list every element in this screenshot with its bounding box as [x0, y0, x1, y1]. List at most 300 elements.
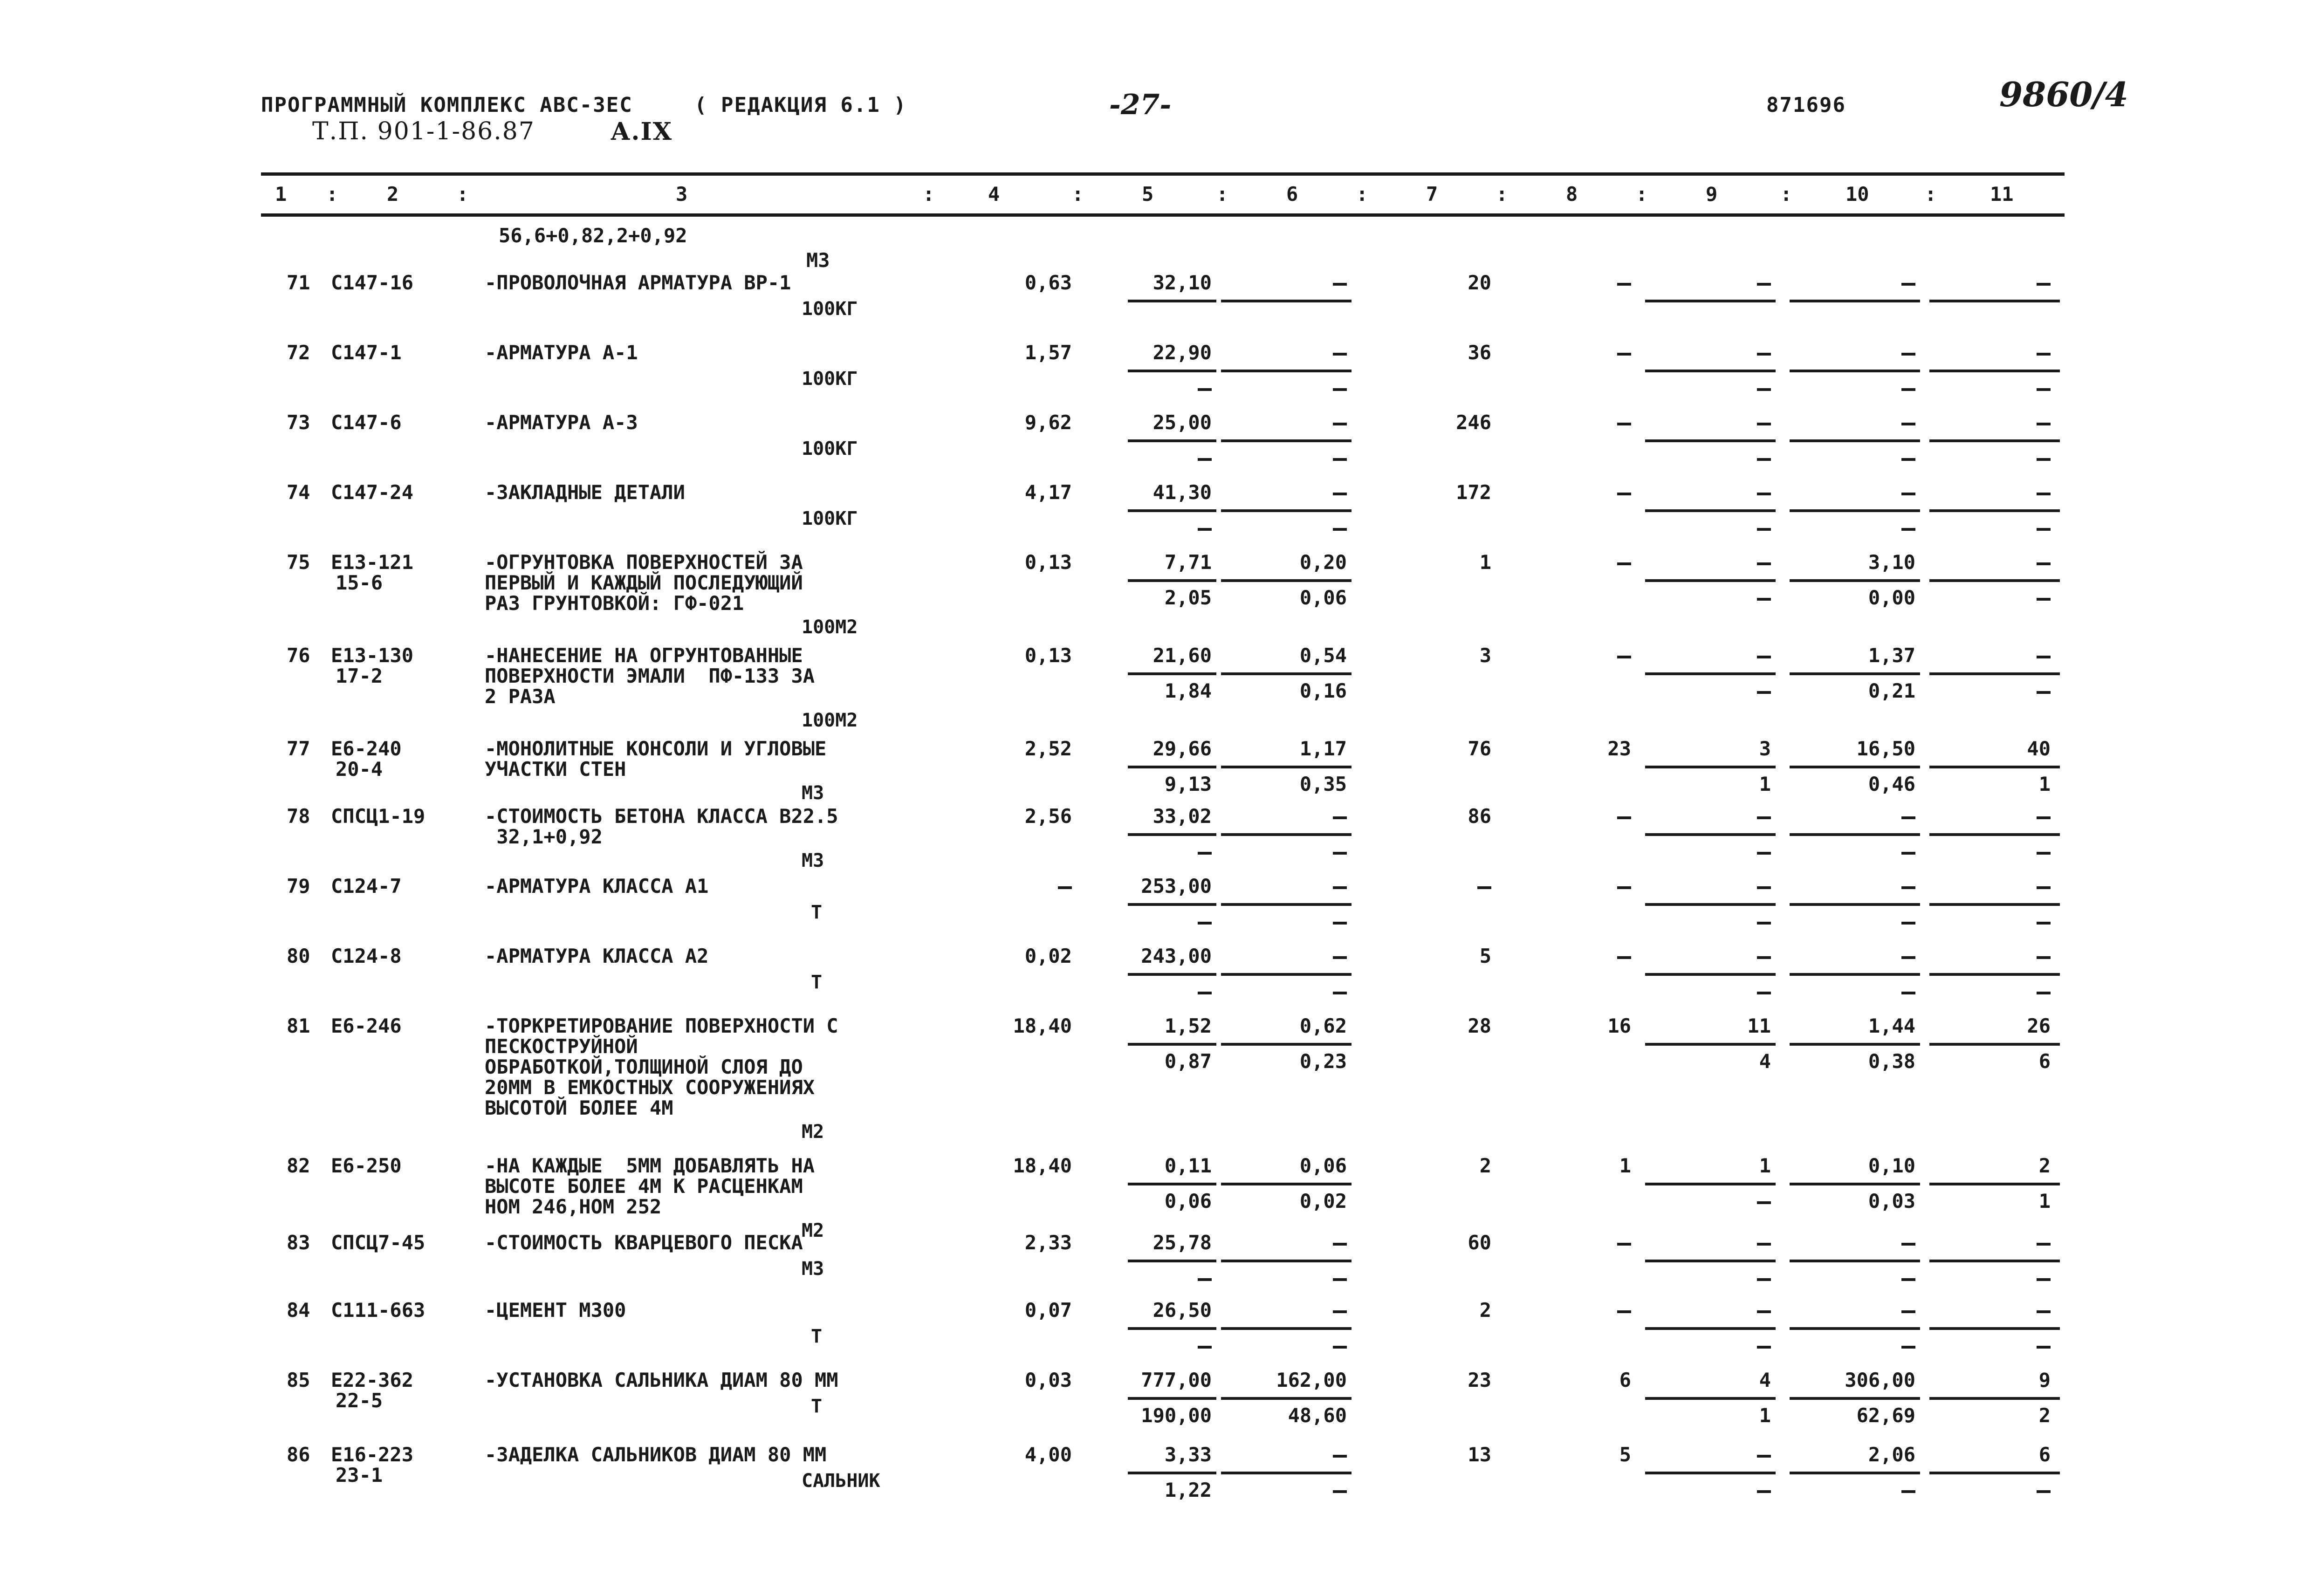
c6-value — [1226, 1233, 1347, 1253]
c6-value: 0,06 — [1299, 1154, 1347, 1177]
dash-mark — [1757, 816, 1771, 819]
value-underline — [1221, 672, 1352, 675]
dash-mark — [2037, 353, 2051, 356]
unit-of-measure: Т — [811, 1326, 823, 1347]
value-underline — [1221, 1327, 1352, 1330]
unit-of-measure: Т — [811, 972, 823, 993]
dash-mark — [1757, 528, 1771, 531]
c10-sub-value: 0,21 — [1868, 679, 1915, 702]
dash-mark — [1901, 283, 1915, 286]
dash-mark — [1901, 816, 1915, 819]
value-underline — [1221, 766, 1352, 768]
dash-mark — [1333, 353, 1347, 356]
total-cost: 60 — [1468, 1231, 1491, 1254]
c5-value: 243,00 — [1141, 945, 1212, 967]
c5-sub-value — [1091, 1268, 1212, 1288]
c10-value — [1794, 273, 1915, 293]
c11-sub-value — [1929, 518, 2051, 538]
wages-total: 16 — [1607, 1014, 1631, 1037]
c10-value — [1794, 342, 1915, 363]
c6-value — [1226, 412, 1347, 433]
quantity: 9,62 — [1024, 411, 1072, 434]
dash-mark — [2037, 1310, 2051, 1313]
rate-code: С147-1 — [331, 341, 402, 364]
total-cost: 3 — [1479, 644, 1491, 667]
column-separator: : — [1356, 183, 1368, 205]
row-number: 71 — [287, 271, 310, 294]
wages-total: 6 — [1619, 1369, 1631, 1391]
dash-mark — [1198, 458, 1212, 461]
c9-sub-value — [1650, 378, 1771, 398]
dash-mark — [1333, 1243, 1347, 1246]
dash-mark — [2037, 691, 2051, 694]
dash-mark — [1901, 1243, 1915, 1246]
dash-mark — [1617, 1243, 1631, 1246]
rate-code-sub: 20-4 — [336, 758, 383, 781]
value-underline — [1645, 1327, 1776, 1330]
work-description: -НА КАЖДЫЕ 5ММ ДОБАВЛЯТЬ НА ВЫСОТЕ БОЛЕЕ 4М К РАСЦЕНКАМ НОМ 246,НОМ 252 — [485, 1154, 815, 1218]
row-number: 79 — [287, 875, 310, 897]
row-number: 76 — [287, 644, 310, 667]
unit-of-measure: М2 — [802, 1220, 824, 1241]
c5-value: 21,60 — [1153, 644, 1212, 667]
table-top-rule — [261, 172, 2065, 176]
dash-mark — [1757, 423, 1771, 425]
c9-value — [1650, 412, 1771, 433]
wages-total — [1510, 946, 1631, 966]
dash-mark — [1333, 528, 1347, 531]
wages-total — [1510, 342, 1631, 363]
unit-of-measure: М3 — [802, 1258, 824, 1280]
c9-value — [1650, 1233, 1771, 1253]
dash-mark — [1757, 388, 1771, 391]
value-underline — [1128, 579, 1216, 582]
program-title: ПРОГРАММНЫЙ КОМПЛЕКС АВС-ЗЕС — [261, 93, 633, 117]
wages-total — [1510, 806, 1631, 827]
c10-value — [1794, 412, 1915, 433]
total-cost: 246 — [1456, 411, 1491, 434]
wages-total — [1510, 482, 1631, 503]
dash-mark — [2037, 493, 2051, 495]
c9-sub-value — [1650, 981, 1771, 1002]
c5-value: 25,78 — [1153, 1231, 1212, 1254]
value-underline — [1929, 1327, 2060, 1330]
dash-mark — [1333, 992, 1347, 994]
unit-of-measure: 100М2 — [802, 616, 858, 638]
rate-code: С124-8 — [331, 945, 402, 967]
dash-mark — [1198, 992, 1212, 994]
c9-value — [1650, 876, 1771, 897]
c11-value — [1929, 1233, 2051, 1253]
dash-mark — [1757, 1346, 1771, 1349]
value-underline — [1790, 903, 1920, 906]
dash-mark — [1198, 852, 1212, 855]
c10-sub-value — [1794, 1268, 1915, 1288]
dash-mark — [2037, 562, 2051, 565]
c5-value: 3,33 — [1164, 1443, 1212, 1466]
column-header: 2 — [387, 183, 399, 205]
dash-mark — [1198, 922, 1212, 925]
c5-sub-value: 0,87 — [1164, 1050, 1212, 1073]
c6-value — [1226, 806, 1347, 827]
quantity: 0,02 — [1024, 945, 1072, 967]
quantity: 4,00 — [1024, 1443, 1072, 1466]
dash-mark — [1617, 353, 1631, 356]
c9-sub-value — [1650, 588, 1771, 608]
c10-sub-value: 62,69 — [1856, 1404, 1915, 1427]
c10-value: 1,37 — [1868, 644, 1915, 667]
c9-sub-value — [1650, 1268, 1771, 1288]
dash-mark — [2037, 1490, 2051, 1493]
c6-value — [1226, 946, 1347, 966]
unit-of-measure: 100М2 — [802, 710, 858, 731]
quantity: 2,33 — [1024, 1231, 1072, 1254]
total-cost: 36 — [1468, 341, 1491, 364]
row-number: 74 — [287, 481, 310, 504]
value-underline — [1221, 1043, 1352, 1046]
c10-value — [1794, 946, 1915, 966]
dash-mark — [1757, 886, 1771, 889]
c5-value: 253,00 — [1141, 875, 1212, 897]
rate-code: Е6-240 — [331, 737, 402, 760]
c5-value: 29,66 — [1153, 737, 1212, 760]
c5-sub-value — [1091, 1336, 1212, 1356]
project-number: Т.П. 901-1-86.87 — [312, 117, 535, 145]
c10-sub-value — [1794, 911, 1915, 932]
c9-sub-value — [1650, 681, 1771, 701]
column-header: 1 — [275, 183, 287, 205]
value-underline — [1645, 766, 1776, 768]
dash-mark — [1617, 886, 1631, 889]
c11-value — [1929, 946, 2051, 966]
c5-value: 33,02 — [1153, 805, 1212, 828]
value-underline — [1645, 300, 1776, 302]
dash-mark — [1757, 691, 1771, 694]
wages-total — [1510, 1300, 1631, 1321]
dash-mark — [1901, 423, 1915, 425]
unit-of-measure: 100КГ — [802, 508, 858, 529]
dash-mark — [1757, 598, 1771, 601]
column-separator: : — [457, 183, 469, 205]
c6-value: 0,54 — [1299, 644, 1347, 667]
row-number: 80 — [287, 945, 310, 967]
c5-value: 32,10 — [1153, 271, 1212, 294]
dash-mark — [1617, 816, 1631, 819]
rate-code: СПСЦ1-19 — [331, 805, 425, 828]
row-number: 81 — [287, 1014, 310, 1037]
c10-value: 1,44 — [1868, 1014, 1915, 1037]
c11-value — [1929, 342, 2051, 363]
dash-mark — [1901, 493, 1915, 495]
rate-code: Е22-362 — [331, 1369, 414, 1391]
c11-sub-value: 1 — [2038, 773, 2051, 795]
c9-value — [1650, 552, 1771, 573]
c5-sub-value — [1091, 981, 1212, 1002]
value-underline — [1929, 1472, 2060, 1474]
value-underline — [1790, 1183, 1920, 1185]
value-underline — [1128, 833, 1216, 836]
c9-sub-value — [1650, 911, 1771, 932]
value-underline — [1221, 370, 1352, 372]
dash-mark — [1617, 423, 1631, 425]
c6-sub-value — [1226, 378, 1347, 398]
c9-sub-value: 1 — [1759, 773, 1771, 795]
dash-mark — [2037, 598, 2051, 601]
c9-value — [1650, 645, 1771, 666]
value-underline — [1128, 439, 1216, 442]
c6-value: 162,00 — [1276, 1369, 1347, 1391]
dash-mark — [1901, 852, 1915, 855]
c11-sub-value — [1929, 911, 2051, 932]
value-underline — [1645, 833, 1776, 836]
value-underline — [1221, 579, 1352, 582]
dash-mark — [1058, 886, 1072, 889]
wages-total — [1510, 552, 1631, 573]
c10-value — [1794, 876, 1915, 897]
row-number: 75 — [287, 551, 310, 574]
dash-mark — [1901, 922, 1915, 925]
c11-sub-value — [1929, 842, 2051, 862]
dash-mark — [2037, 886, 2051, 889]
unit-of-measure: САЛЬНИК — [802, 1470, 880, 1492]
value-underline — [1128, 1327, 1216, 1330]
dash-mark — [1757, 1455, 1771, 1458]
dash-mark — [1333, 1455, 1347, 1458]
c9-value — [1650, 482, 1771, 503]
work-description: -НАНЕСЕНИЕ НА ОГРУНТОВАННЫЕ ПОВЕРХНОСТИ ЭМАЛИ ПФ-133 ЗА 2 РАЗА — [485, 644, 815, 708]
work-description: -ЦЕМЕНТ М300 — [485, 1299, 626, 1322]
c10-value: 16,50 — [1856, 737, 1915, 760]
rate-code: Е16-223 — [331, 1443, 414, 1466]
dash-mark — [2037, 458, 2051, 461]
c10-sub-value — [1794, 981, 1915, 1002]
c10-value: 0,10 — [1868, 1154, 1915, 1177]
unit-of-measure: 100КГ — [802, 438, 858, 459]
work-description: -СТОИМОСТЬ БЕТОНА КЛАССА В22.5 32,1+0,92 — [485, 805, 838, 848]
value-underline — [1790, 439, 1920, 442]
continuation-unit: М3 — [806, 249, 830, 272]
quantity: 0,13 — [1024, 551, 1072, 574]
c11-value: 6 — [2038, 1443, 2051, 1466]
c5-sub-value — [1091, 518, 1212, 538]
dash-mark — [1617, 956, 1631, 959]
quantity: 0,03 — [1024, 1369, 1072, 1391]
c11-value — [1929, 806, 2051, 827]
c6-value — [1226, 342, 1347, 363]
value-underline — [1128, 370, 1216, 372]
c11-value: 9 — [2038, 1369, 2051, 1391]
c10-sub-value: 0,38 — [1868, 1050, 1915, 1073]
c6-sub-value: 0,23 — [1299, 1050, 1347, 1073]
work-description: -ЗАДЕЛКА САЛЬНИКОВ ДИАМ 80 ММ — [485, 1443, 827, 1466]
c5-value: 26,50 — [1153, 1299, 1212, 1322]
value-underline — [1128, 300, 1216, 302]
wages-total — [1510, 273, 1631, 293]
dash-mark — [1333, 852, 1347, 855]
c10-value — [1794, 1300, 1915, 1321]
wages-total: 1 — [1619, 1154, 1631, 1177]
total-cost: 5 — [1479, 945, 1491, 967]
value-underline — [1645, 1260, 1776, 1262]
rate-code: С111-663 — [331, 1299, 425, 1322]
column-header: 5 — [1142, 183, 1154, 205]
work-description: -ТОРКРЕТИРОВАНИЕ ПОВЕРХНОСТИ С ПЕСКОСТРУЙНОЙ ОБРАБОТКОЙ,ТОЛЩИНОЙ СЛОЯ ДО 20ММ В ЕМКОСТНЫХ СООРУЖЕНИЯХ ВЫСОТОЙ БОЛЕЕ 4М — [485, 1014, 838, 1119]
quantity: 0,07 — [1024, 1299, 1072, 1322]
dash-mark — [1333, 493, 1347, 495]
value-underline — [1645, 509, 1776, 512]
c9-value — [1650, 342, 1771, 363]
c6-sub-value — [1226, 518, 1347, 538]
dash-mark — [1757, 956, 1771, 959]
c11-value: 26 — [2027, 1014, 2051, 1037]
wages-total: 23 — [1607, 737, 1631, 760]
c10-value — [1794, 806, 1915, 827]
c11-sub-value — [1929, 1480, 2051, 1500]
dash-mark — [1617, 283, 1631, 286]
dash-mark — [1617, 493, 1631, 495]
total-cost: 13 — [1468, 1443, 1491, 1466]
rate-code-sub: 23-1 — [336, 1464, 383, 1486]
c9-value: 3 — [1759, 737, 1771, 760]
dash-mark — [1901, 528, 1915, 531]
column-header: 6 — [1286, 183, 1298, 205]
quantity: 1,57 — [1024, 341, 1072, 364]
rate-code: С147-24 — [331, 481, 414, 504]
value-underline — [1221, 1397, 1352, 1400]
dash-mark — [1333, 458, 1347, 461]
c11-value — [1929, 482, 2051, 503]
c5-value: 7,71 — [1164, 551, 1212, 574]
dash-mark — [1333, 1310, 1347, 1313]
c11-value — [1929, 1300, 2051, 1321]
continuation-formula: 56,6+0,82,2+0,92 — [499, 224, 687, 247]
value-underline — [1645, 1183, 1776, 1185]
c9-value: 1 — [1759, 1154, 1771, 1177]
total-cost: 2 — [1479, 1299, 1491, 1322]
column-separator: : — [1072, 183, 1084, 205]
c11-sub-value — [1929, 378, 2051, 398]
work-description: -АРМАТУРА А-3 — [485, 411, 638, 434]
c6-sub-value — [1226, 911, 1347, 932]
value-underline — [1221, 973, 1352, 976]
c9-sub-value — [1650, 1191, 1771, 1212]
row-number: 86 — [287, 1443, 310, 1466]
dash-mark — [1333, 1278, 1347, 1281]
c10-sub-value — [1794, 1480, 1915, 1500]
column-separator: : — [326, 183, 338, 205]
total-cost: 28 — [1468, 1014, 1491, 1037]
c5-sub-value: 0,06 — [1164, 1190, 1212, 1212]
value-underline — [1790, 1472, 1920, 1474]
dash-mark — [1901, 992, 1915, 994]
value-underline — [1128, 1397, 1216, 1400]
c10-sub-value — [1794, 378, 1915, 398]
value-underline — [1221, 1183, 1352, 1185]
value-underline — [1929, 1260, 2060, 1262]
unit-of-measure: 100КГ — [802, 298, 858, 320]
c9-value — [1650, 1445, 1771, 1465]
column-header: 8 — [1566, 183, 1578, 205]
c6-value — [1226, 482, 1347, 503]
c11-sub-value — [1929, 681, 2051, 701]
album-label: А.IX — [611, 117, 673, 146]
quantity: 2,56 — [1024, 805, 1072, 828]
c11-value — [1929, 645, 2051, 666]
dash-mark — [1333, 388, 1347, 391]
dash-mark — [1901, 388, 1915, 391]
quantity: 4,17 — [1024, 481, 1072, 504]
row-number: 84 — [287, 1299, 310, 1322]
c9-value — [1650, 806, 1771, 827]
c5-value: 777,00 — [1141, 1369, 1212, 1391]
dash-mark — [1198, 388, 1212, 391]
value-underline — [1221, 439, 1352, 442]
row-number: 77 — [287, 737, 310, 760]
value-underline — [1128, 509, 1216, 512]
c5-value: 1,52 — [1164, 1014, 1212, 1037]
c6-sub-value: 0,35 — [1299, 773, 1347, 795]
row-number: 83 — [287, 1231, 310, 1254]
value-underline — [1790, 672, 1920, 675]
wages-total: 5 — [1619, 1443, 1631, 1466]
dash-mark — [1901, 1310, 1915, 1313]
dash-mark — [1333, 1346, 1347, 1349]
value-underline — [1929, 509, 2060, 512]
c5-value: 41,30 — [1153, 481, 1212, 504]
value-underline — [1929, 1043, 2060, 1046]
c5-value: 0,11 — [1164, 1154, 1212, 1177]
c11-sub-value: 1 — [2038, 1190, 2051, 1212]
c5-value: 25,00 — [1153, 411, 1212, 434]
rate-code-sub: 17-2 — [336, 664, 383, 687]
wages-total — [1510, 412, 1631, 433]
column-header: 11 — [1990, 183, 2014, 205]
total-cost: 20 — [1468, 271, 1491, 294]
dash-mark — [1757, 1201, 1771, 1204]
quantity: 18,40 — [1013, 1014, 1072, 1037]
total-cost: 1 — [1479, 551, 1491, 574]
c9-sub-value — [1650, 1336, 1771, 1356]
unit-of-measure: М2 — [802, 1121, 824, 1143]
dash-mark — [2037, 922, 2051, 925]
dash-mark — [1757, 283, 1771, 286]
column-separator: : — [1216, 183, 1228, 205]
c11-sub-value — [1929, 588, 2051, 608]
table-header-rule — [261, 213, 2065, 217]
c10-value — [1794, 1233, 1915, 1253]
value-underline — [1929, 370, 2060, 372]
dash-mark — [2037, 528, 2051, 531]
c11-sub-value — [1929, 1336, 2051, 1356]
dash-mark — [2037, 1243, 2051, 1246]
c5-sub-value — [1091, 448, 1212, 468]
c6-value — [1226, 1300, 1347, 1321]
row-number: 72 — [287, 341, 310, 364]
dash-mark — [2037, 283, 2051, 286]
dash-mark — [1333, 886, 1347, 889]
c6-sub-value — [1226, 448, 1347, 468]
value-underline — [1221, 300, 1352, 302]
c6-sub-value: 0,16 — [1299, 679, 1347, 702]
dash-mark — [1198, 1278, 1212, 1281]
c6-sub-value — [1226, 981, 1347, 1002]
unit-of-measure: М3 — [802, 850, 824, 871]
dash-mark — [1901, 458, 1915, 461]
c11-value — [1929, 552, 2051, 573]
c9-value — [1650, 946, 1771, 966]
c6-value — [1226, 1445, 1347, 1465]
dash-mark — [2037, 956, 2051, 959]
